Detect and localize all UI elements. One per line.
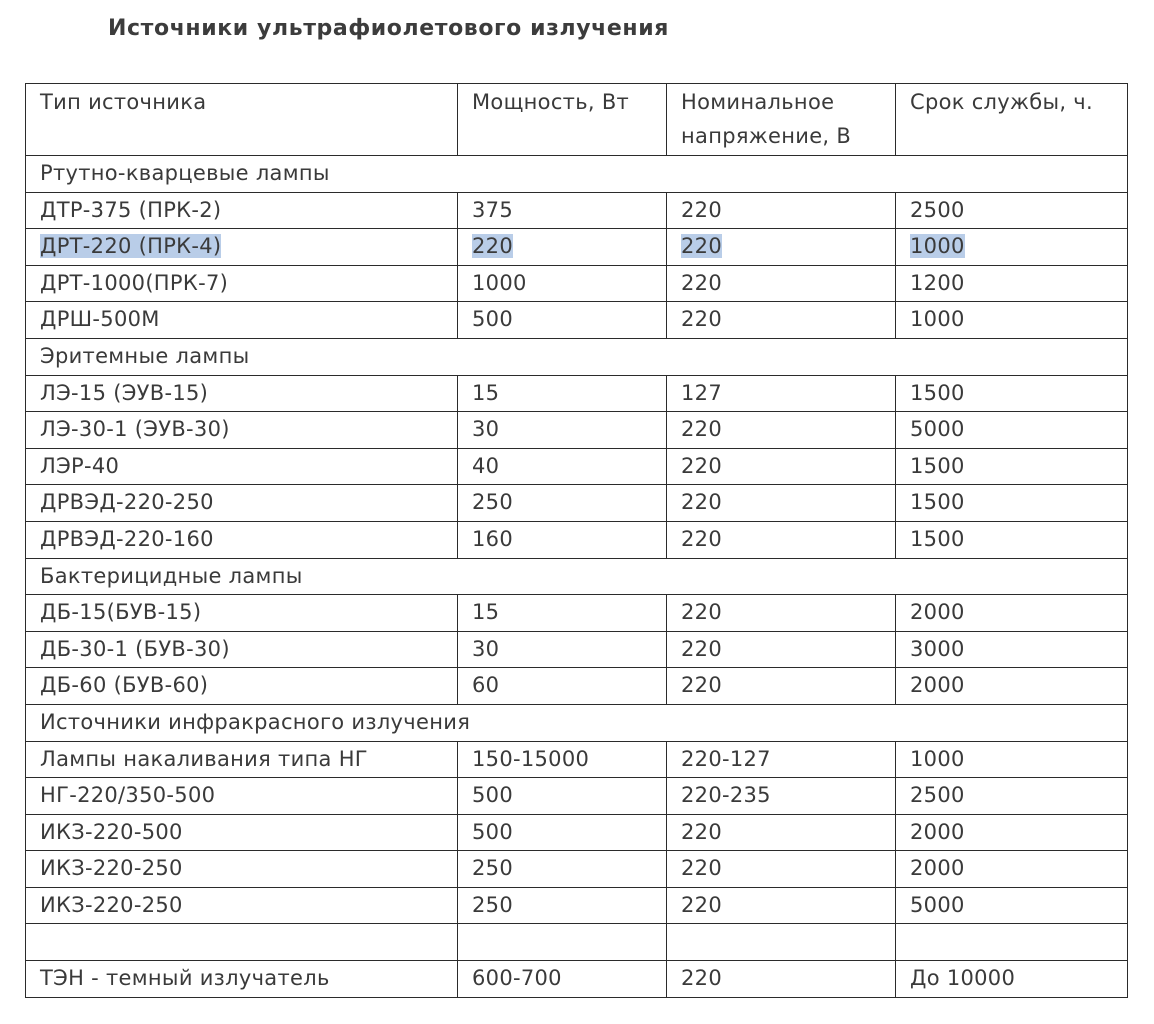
- cell-service-life: 1500: [896, 521, 1128, 558]
- table-row: [26, 668, 1128, 705]
- cell-source-type: ДБ-15(БУВ-15): [26, 595, 458, 632]
- cell-power: 15: [458, 595, 667, 632]
- cell-power: 250: [458, 485, 667, 522]
- cell-source-type: Лампы накаливания типа НГ: [26, 741, 458, 778]
- cell-service-life: 1500: [896, 448, 1128, 485]
- table-row: [26, 741, 1128, 778]
- cell-service-life: 2500: [896, 192, 1128, 229]
- selected-text[interactable]: 220: [472, 234, 513, 259]
- section-row: [26, 558, 1128, 595]
- cell-voltage: 220: [667, 448, 896, 485]
- cell-voltage: 220: [667, 851, 896, 888]
- cell-source-type: ДТР-375 (ПРК-2): [26, 192, 458, 229]
- cell-service-life: 1000: [896, 741, 1128, 778]
- section-label: Бактерицидные лампы: [26, 558, 1128, 595]
- cell-voltage: 220: [667, 631, 896, 668]
- table-row: [26, 778, 1128, 815]
- section-row: [26, 704, 1128, 741]
- table-body: [26, 84, 1128, 998]
- table-row: [26, 412, 1128, 449]
- cell-source-type: ДРВЭД-220-160: [26, 521, 458, 558]
- header-service-life: Срок службы, ч.: [896, 84, 1128, 156]
- cell-power: 15: [458, 375, 667, 412]
- section-label: Эритемные лампы: [26, 338, 1128, 375]
- cell-service-life: 2500: [896, 778, 1128, 815]
- cell-service-life: 2000: [896, 851, 1128, 888]
- cell-voltage: 220-127: [667, 741, 896, 778]
- cell-power: 500: [458, 778, 667, 815]
- cell-power: 40: [458, 448, 667, 485]
- table-row: [26, 192, 1128, 229]
- header-source-type: Тип источника: [26, 84, 458, 156]
- cell-voltage: 220: [667, 192, 896, 229]
- cell-voltage: 220: [667, 595, 896, 632]
- cell-power: 30: [458, 412, 667, 449]
- section-row: [26, 156, 1128, 193]
- cell-service-life: [896, 924, 1128, 961]
- section-label: Ртутно-кварцевые лампы: [26, 156, 1128, 193]
- table-row: [26, 851, 1128, 888]
- table-row: [26, 485, 1128, 522]
- table-row: [26, 924, 1128, 961]
- table-row: [26, 302, 1128, 339]
- cell-source-type: ДБ-60 (БУВ-60): [26, 668, 458, 705]
- cell-voltage: [667, 924, 896, 961]
- section-row: [26, 338, 1128, 375]
- cell-power: 375: [458, 192, 667, 229]
- cell-source-type: ДРТ-1000(ПРК-7): [26, 265, 458, 302]
- cell-voltage: 220: [667, 265, 896, 302]
- cell-source-type: НГ-220/350-500: [26, 778, 458, 815]
- table-row: [26, 375, 1128, 412]
- table-row: [26, 631, 1128, 668]
- cell-voltage: 220: [667, 485, 896, 522]
- cell-source-type: ИКЗ-220-250: [26, 851, 458, 888]
- cell-power: 60: [458, 668, 667, 705]
- cell-source-type: ДРВЭД-220-250: [26, 485, 458, 522]
- table-row: [26, 448, 1128, 485]
- cell-power: 250: [458, 851, 667, 888]
- cell-service-life: 1000: [896, 302, 1128, 339]
- cell-source-type: ТЭН - темный излучатель: [26, 961, 458, 998]
- cell-service-life: 5000: [896, 412, 1128, 449]
- cell-source-type: ЛЭР-40: [26, 448, 458, 485]
- selected-text[interactable]: ДРТ-220 (ПРК-4): [40, 234, 222, 259]
- cell-source-type: [26, 924, 458, 961]
- table-header-row: [26, 84, 1128, 156]
- cell-power: 500: [458, 302, 667, 339]
- selected-text[interactable]: 1000: [910, 234, 965, 259]
- cell-power: 1000: [458, 265, 667, 302]
- cell-service-life: [896, 229, 1128, 266]
- cell-source-type: ИКЗ-220-250: [26, 887, 458, 924]
- header-voltage: Номинальное напряжение, В: [667, 84, 896, 156]
- cell-voltage: 220-235: [667, 778, 896, 815]
- cell-service-life: 1500: [896, 375, 1128, 412]
- cell-voltage: 220: [667, 412, 896, 449]
- cell-voltage: 127: [667, 375, 896, 412]
- cell-source-type: ИКЗ-220-500: [26, 814, 458, 851]
- cell-voltage: 220: [667, 668, 896, 705]
- cell-voltage: [667, 229, 896, 266]
- cell-source-type: ЛЭ-15 (ЭУВ-15): [26, 375, 458, 412]
- cell-voltage: 220: [667, 814, 896, 851]
- table-row: [26, 265, 1128, 302]
- cell-service-life: 2000: [896, 595, 1128, 632]
- cell-power: 250: [458, 887, 667, 924]
- section-label: Источники инфракрасного излучения: [26, 704, 1128, 741]
- cell-service-life: 2000: [896, 814, 1128, 851]
- cell-voltage: 220: [667, 887, 896, 924]
- table-row: [26, 814, 1128, 851]
- cell-power: 150-15000: [458, 741, 667, 778]
- cell-service-life: 5000: [896, 887, 1128, 924]
- cell-power: [458, 924, 667, 961]
- lamp-sources-table: [25, 83, 1128, 998]
- table-row: [26, 229, 1128, 266]
- table-row: [26, 521, 1128, 558]
- page-title: Источники ультрафиолетового излучения: [108, 16, 669, 41]
- cell-source-type: ДБ-30-1 (БУВ-30): [26, 631, 458, 668]
- cell-voltage: 220: [667, 302, 896, 339]
- cell-power: 600-700: [458, 961, 667, 998]
- table-row: [26, 887, 1128, 924]
- cell-power: 500: [458, 814, 667, 851]
- cell-service-life: 1500: [896, 485, 1128, 522]
- cell-service-life: 3000: [896, 631, 1128, 668]
- cell-service-life: 2000: [896, 668, 1128, 705]
- cell-power: 30: [458, 631, 667, 668]
- cell-source-type: ЛЭ-30-1 (ЭУВ-30): [26, 412, 458, 449]
- cell-service-life: До 10000: [896, 961, 1128, 998]
- selected-text[interactable]: 220: [681, 234, 722, 259]
- cell-power: 160: [458, 521, 667, 558]
- cell-voltage: 220: [667, 961, 896, 998]
- cell-voltage: 220: [667, 521, 896, 558]
- table-row: [26, 961, 1128, 998]
- cell-power: [458, 229, 667, 266]
- cell-source-type: [26, 229, 458, 266]
- header-power: Мощность, Вт: [458, 84, 667, 156]
- cell-service-life: 1200: [896, 265, 1128, 302]
- cell-source-type: ДРШ-500М: [26, 302, 458, 339]
- table-row: [26, 595, 1128, 632]
